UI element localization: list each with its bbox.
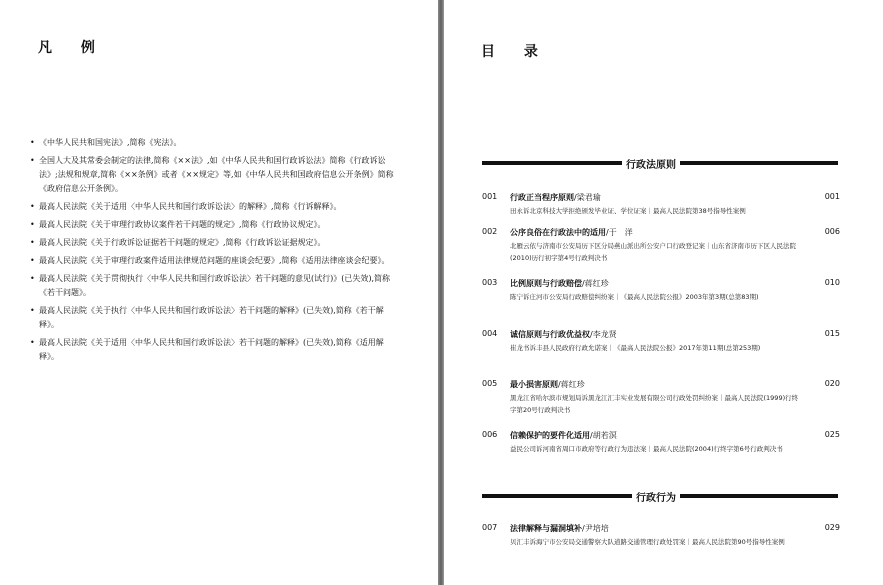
list-item: • 最高人民法院《关于贯彻执行〈中华人民共和国行政诉讼法〉若干问题的意见(试行)》(已失效),简称《若干问题》。 <box>30 272 400 300</box>
entry-title: 行政正当程序原则/梁君瑜 <box>510 193 601 202</box>
entry-case: 益民公司诉河南省周口市政府等行政行为违法案｜最高人民法院(2004)行终字第6号行政判决书 <box>510 445 783 453</box>
entry-number: 001 <box>482 192 498 201</box>
list-item: • 《中华人民共和国宪法》,简称《宪法》。 <box>30 136 400 150</box>
entry-number: 006 <box>482 430 498 439</box>
list-item: • 最高人民法院《关于审理行政案件适用法律规范问题的座谈会纪要》,简称《适用法律座谈会纪要》。 <box>30 254 400 268</box>
entry-page: 010 <box>824 278 840 287</box>
list-item: • 最高人民法院《关于行政诉讼证据若干问题的规定》,简称《行政诉讼证据规定》。 <box>30 236 400 250</box>
entry-page: 025 <box>824 430 840 439</box>
entry-page: 006 <box>824 227 840 236</box>
entry-title: 法律解释与漏洞填补/尹培培 <box>510 524 609 533</box>
entry-title: 比例原则与行政赔偿/蒋红珍 <box>510 279 609 288</box>
entry-page: 020 <box>824 379 840 388</box>
right-page <box>444 0 883 585</box>
entry-page: 001 <box>824 192 840 201</box>
page-heading: 目 录 <box>481 44 550 60</box>
list-item: • 最高人民法院《关于审理行政协议案件若干问题的规定》,简称《行政协议规定》。 <box>30 218 400 232</box>
entry-case: 贝汇丰诉海宁市公安局交通警察大队道路交通管理行政处罚案｜最高人民法院第90号指导性案例 <box>510 538 785 546</box>
section-title: 行政法原则 <box>622 156 680 171</box>
entry-title: 信赖保护的要件化适用/胡若溟 <box>510 431 617 440</box>
entry-number: 004 <box>482 329 498 338</box>
list-item: • 最高人民法院《关于执行〈中华人民共和国行政诉讼法〉若干问题的解释》(已失效),简称《若干解释》。 <box>30 304 400 332</box>
page-heading: 凡 例 <box>38 40 107 56</box>
entry-page: 015 <box>824 329 840 338</box>
entry-number: 007 <box>482 523 498 532</box>
section-divider <box>482 157 838 169</box>
entry-number: 005 <box>482 379 498 388</box>
entry-number: 002 <box>482 227 498 236</box>
entry-case: 田永诉北京科技大学拒绝颁发毕业证、学位证案｜最高人民法院第38号指导性案例 <box>510 207 746 215</box>
list-item: • 最高人民法院《关于适用〈中华人民共和国行政诉讼法〉的解释》,简称《行诉解释》。 <box>30 200 400 214</box>
list-item: • 全国人大及其常委会制定的法律,简称《××法》,如《中华人民共和国行政诉讼法》简称《行政诉讼法》;法规和规章,简称《××条例》或者《××规定》等,如《中华人民共和国政府信息公开条例》简称《政府信息公开条例》。 <box>30 154 400 196</box>
entry-title: 最小损害原则/蒋红珍 <box>510 380 585 389</box>
entry-case: 黑龙江省哈尔滨市规划局诉黑龙江汇丰实业发展有限公司行政处罚纠纷案｜最高人民法院(1999)行终字第20号行政判决书 <box>510 394 799 414</box>
entry-page: 029 <box>824 523 840 532</box>
section-title: 行政行为 <box>632 489 680 504</box>
entry-title: 诚信原则与行政优益权/李龙贤 <box>510 330 617 339</box>
entry-title: 公序良俗在行政法中的适用/于 洋 <box>510 228 633 237</box>
entry-case: 崔龙书诉丰县人民政府行政允诺案｜《最高人民法院公报》2017年第11期(总第253期) <box>510 344 761 352</box>
entry-case: 陈宁诉庄河市公安局行政赔偿纠纷案｜《最高人民法院公报》2003年第3期(总第83期) <box>510 293 759 301</box>
conventions-list <box>30 136 400 368</box>
entry-number: 003 <box>482 278 498 287</box>
section-divider <box>482 490 838 502</box>
left-page <box>0 0 438 585</box>
list-item: • 最高人民法院《关于适用〈中华人民共和国行政诉讼法〉若干问题的解释》(已失效),简称《适用解释》。 <box>30 336 400 364</box>
entry-case: 北雁云依与济南市公安局历下区分局燕山派出所公安户口行政登记案｜山东省济南市历下区人民法院(2010)历行初字第4号行政判决书 <box>510 242 796 262</box>
